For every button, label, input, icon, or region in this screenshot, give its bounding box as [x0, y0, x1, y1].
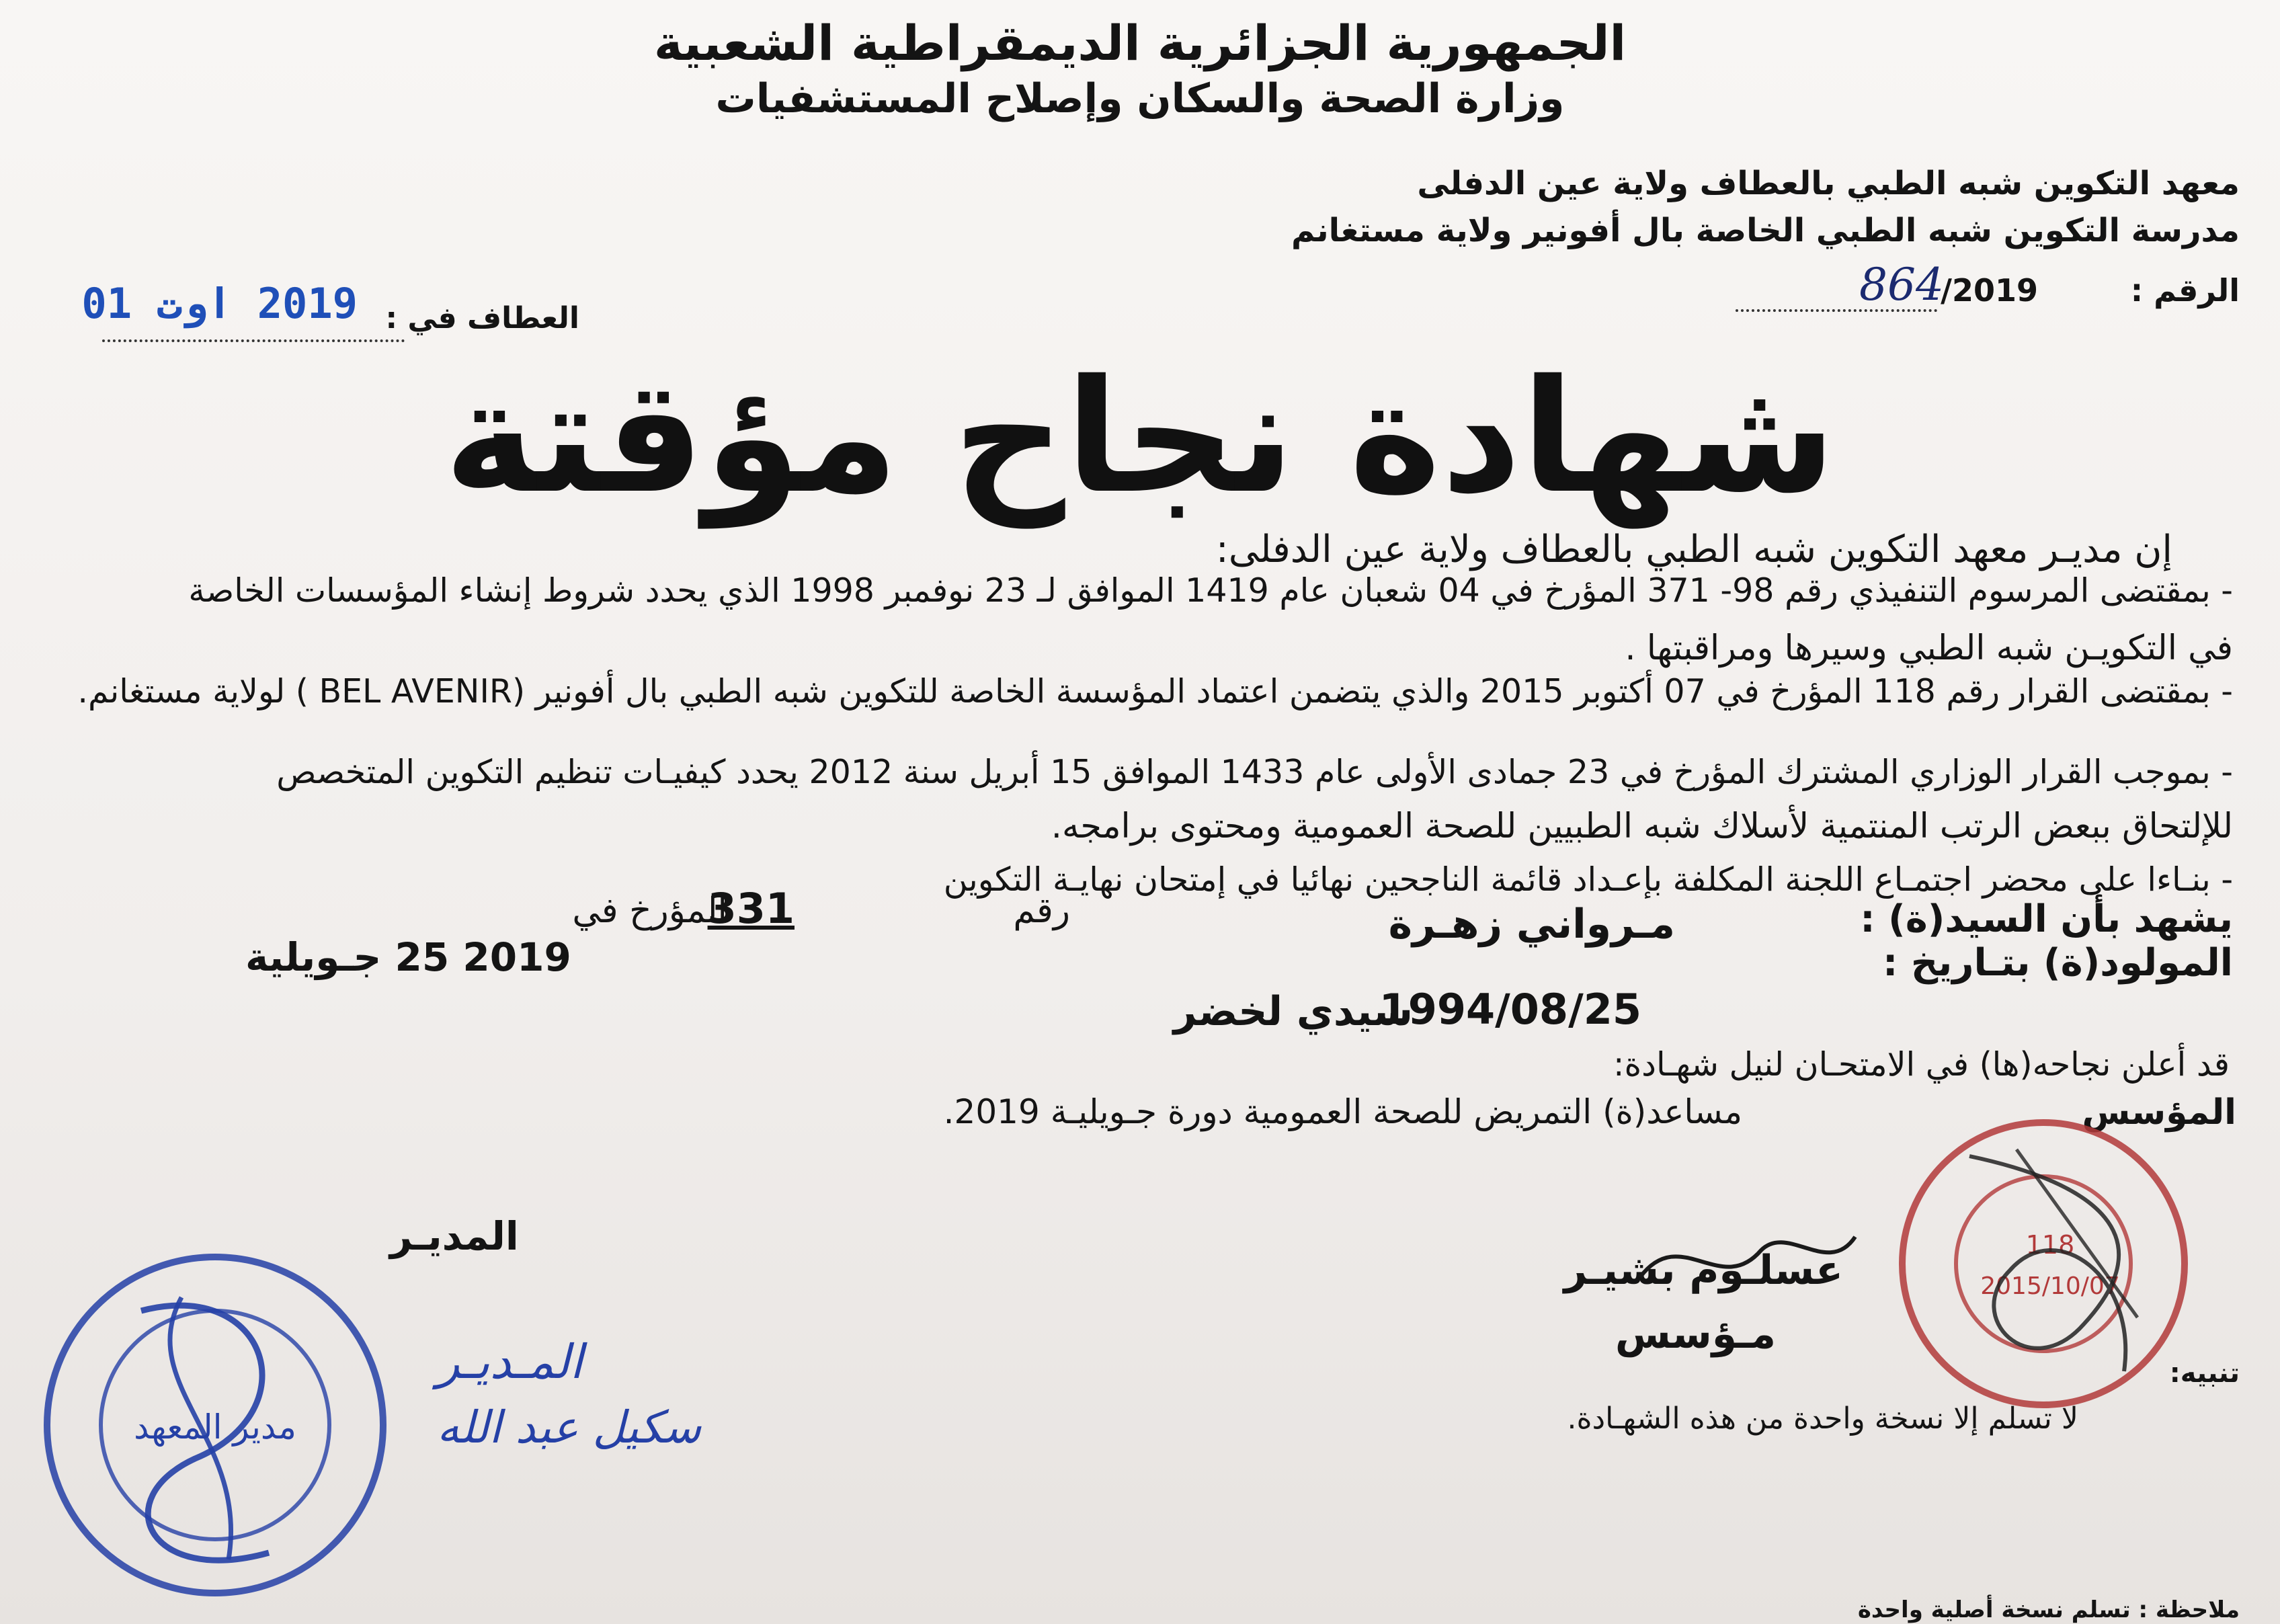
reference-year: 2019/: [1941, 272, 2038, 309]
svg-text:معهد التكوين شبه الطبي بالعطاف: [12, 1211, 42, 1244]
success-line: قد أعلن نجاحه(ها) في الامتحـان لنيل شهـادة:: [1613, 1045, 2230, 1084]
reference-label: الرقم :: [2130, 272, 2240, 309]
decision-number: 331: [707, 884, 795, 933]
body-interministerial-continuation: للإلتحاق ببعض الرتب المنتمية لأسلاك شبه الطبيين للصحة العمومية ومحتوى برامجه.: [1051, 807, 2233, 846]
place-date-label: العطاف في :: [385, 301, 579, 335]
signer-name: عسلـوم بشيـر: [1563, 1247, 1843, 1294]
body-committee-line: - بنـاءا على محضر اجتمـاع اللجنة المكلفة بإعـداد قائمة الناجحين نهائيا في إمتحان نهايـة التكوين: [943, 860, 2233, 899]
birth-date: 1994/08/25: [1379, 985, 1641, 1034]
director-stamp-name: سكيل عبد الله: [437, 1402, 702, 1453]
founder-stamp-date: 2015/10/07: [1980, 1272, 2120, 1300]
republic-heading: الجمهورية الجزائرية الديمقراطية الشعبية: [653, 15, 1627, 71]
date-stamp: 2019 اوت 01: [81, 279, 358, 328]
body-intro: إن مديـر معهد التكوين شبه الطبي بالعطاف ولاية عين الدفلى:: [1215, 528, 2172, 571]
diploma-line: مساعد(ة) التمريض للصحة العمومية دورة جـويليـة 2019.: [943, 1092, 1742, 1131]
certificate-title: شهادة نجاح مؤقتة: [444, 346, 1836, 528]
director-label: المديـر: [390, 1213, 519, 1259]
director-stamp-ring-text: معهد التكوين شبه الطبي بالعطاف ولاية عين الدفلى: [12, 1211, 42, 1244]
director-stamp-center-text: مدير المعهد: [134, 1408, 296, 1447]
decision-suffix: المؤرخ في: [572, 891, 727, 931]
birth-place: سيدي لخضر: [1173, 988, 1413, 1035]
body-decision-line: - بمقتضى القرار رقم 118 المؤرخ في 07 أكتوبر 2015 والذي يتضمن اعتماد المؤسسة الخاصة للتكوين شبه الطبي بال أفونير (BEL AVENIR ) لولاية مستغانم.: [77, 672, 2233, 710]
body-decree-line: - بمقتضى المرسوم التنفيذي رقم 98- 371 المؤرخ في 04 شعبان عام 1419 الموافق لـ 23 نوفمبر 1998 الذي يحدد شروط إنشاء المؤسسات الخاصة: [188, 571, 2233, 610]
founder-stamp-number: 118: [2025, 1230, 2075, 1260]
director-round-stamp: [12, 1211, 403, 1613]
decision-date: 2019 25 جـويلية: [245, 934, 571, 980]
date-dotted-line: [102, 339, 405, 342]
reference-number: 864: [1859, 259, 1944, 311]
decision-prefix: رقم: [1013, 891, 1070, 931]
certify-label: يشهد بأن السيد(ة) :: [1860, 897, 2233, 941]
holder-name: مـرواني زهـرة: [1388, 901, 1675, 948]
founder-label: المؤسس: [2082, 1092, 2236, 1133]
reference-dotted-line: [1736, 309, 1937, 312]
birth-label: المولود(ة) بتـاريخ :: [1882, 941, 2233, 985]
body-interministerial-line: - بموجب القرار الوزاري المشترك المؤرخ في 23 جمادى الأولى عام 1433 الموافق 15 أبريل سنة 2012 يحدد كيفيـات تنظيم التكوين المتخصص: [276, 753, 2233, 791]
note-text: لا تسلم إلا نسخة واحدة من هذه الشهـادة.: [1567, 1402, 2078, 1436]
founder-signature: [1627, 1210, 1869, 1304]
founder-round-stamp: [1882, 1102, 2205, 1425]
note-label: تنبيه:: [2169, 1358, 2240, 1389]
footnote: ملاحظة : تسلم نسخة أصلية واحدة: [1857, 1596, 2240, 1623]
institute-name: معهد التكوين شبه الطبي بالعطاف ولاية عين الدفلى: [1417, 165, 2240, 202]
body-decree-continuation: في التكويـن شبه الطبي وسيرها ومراقبتها .: [1625, 628, 2233, 668]
signer-title: مـؤسس: [1615, 1311, 1776, 1358]
school-name: مدرسة التكوين شبه الطبي الخاصة بال أفونير ولاية مستغانم: [1291, 212, 2240, 249]
ministry-heading: وزارة الصحة والسكان وإصلاح المستشفيات: [715, 75, 1565, 122]
director-stamp-title: المـديـر: [437, 1334, 583, 1389]
